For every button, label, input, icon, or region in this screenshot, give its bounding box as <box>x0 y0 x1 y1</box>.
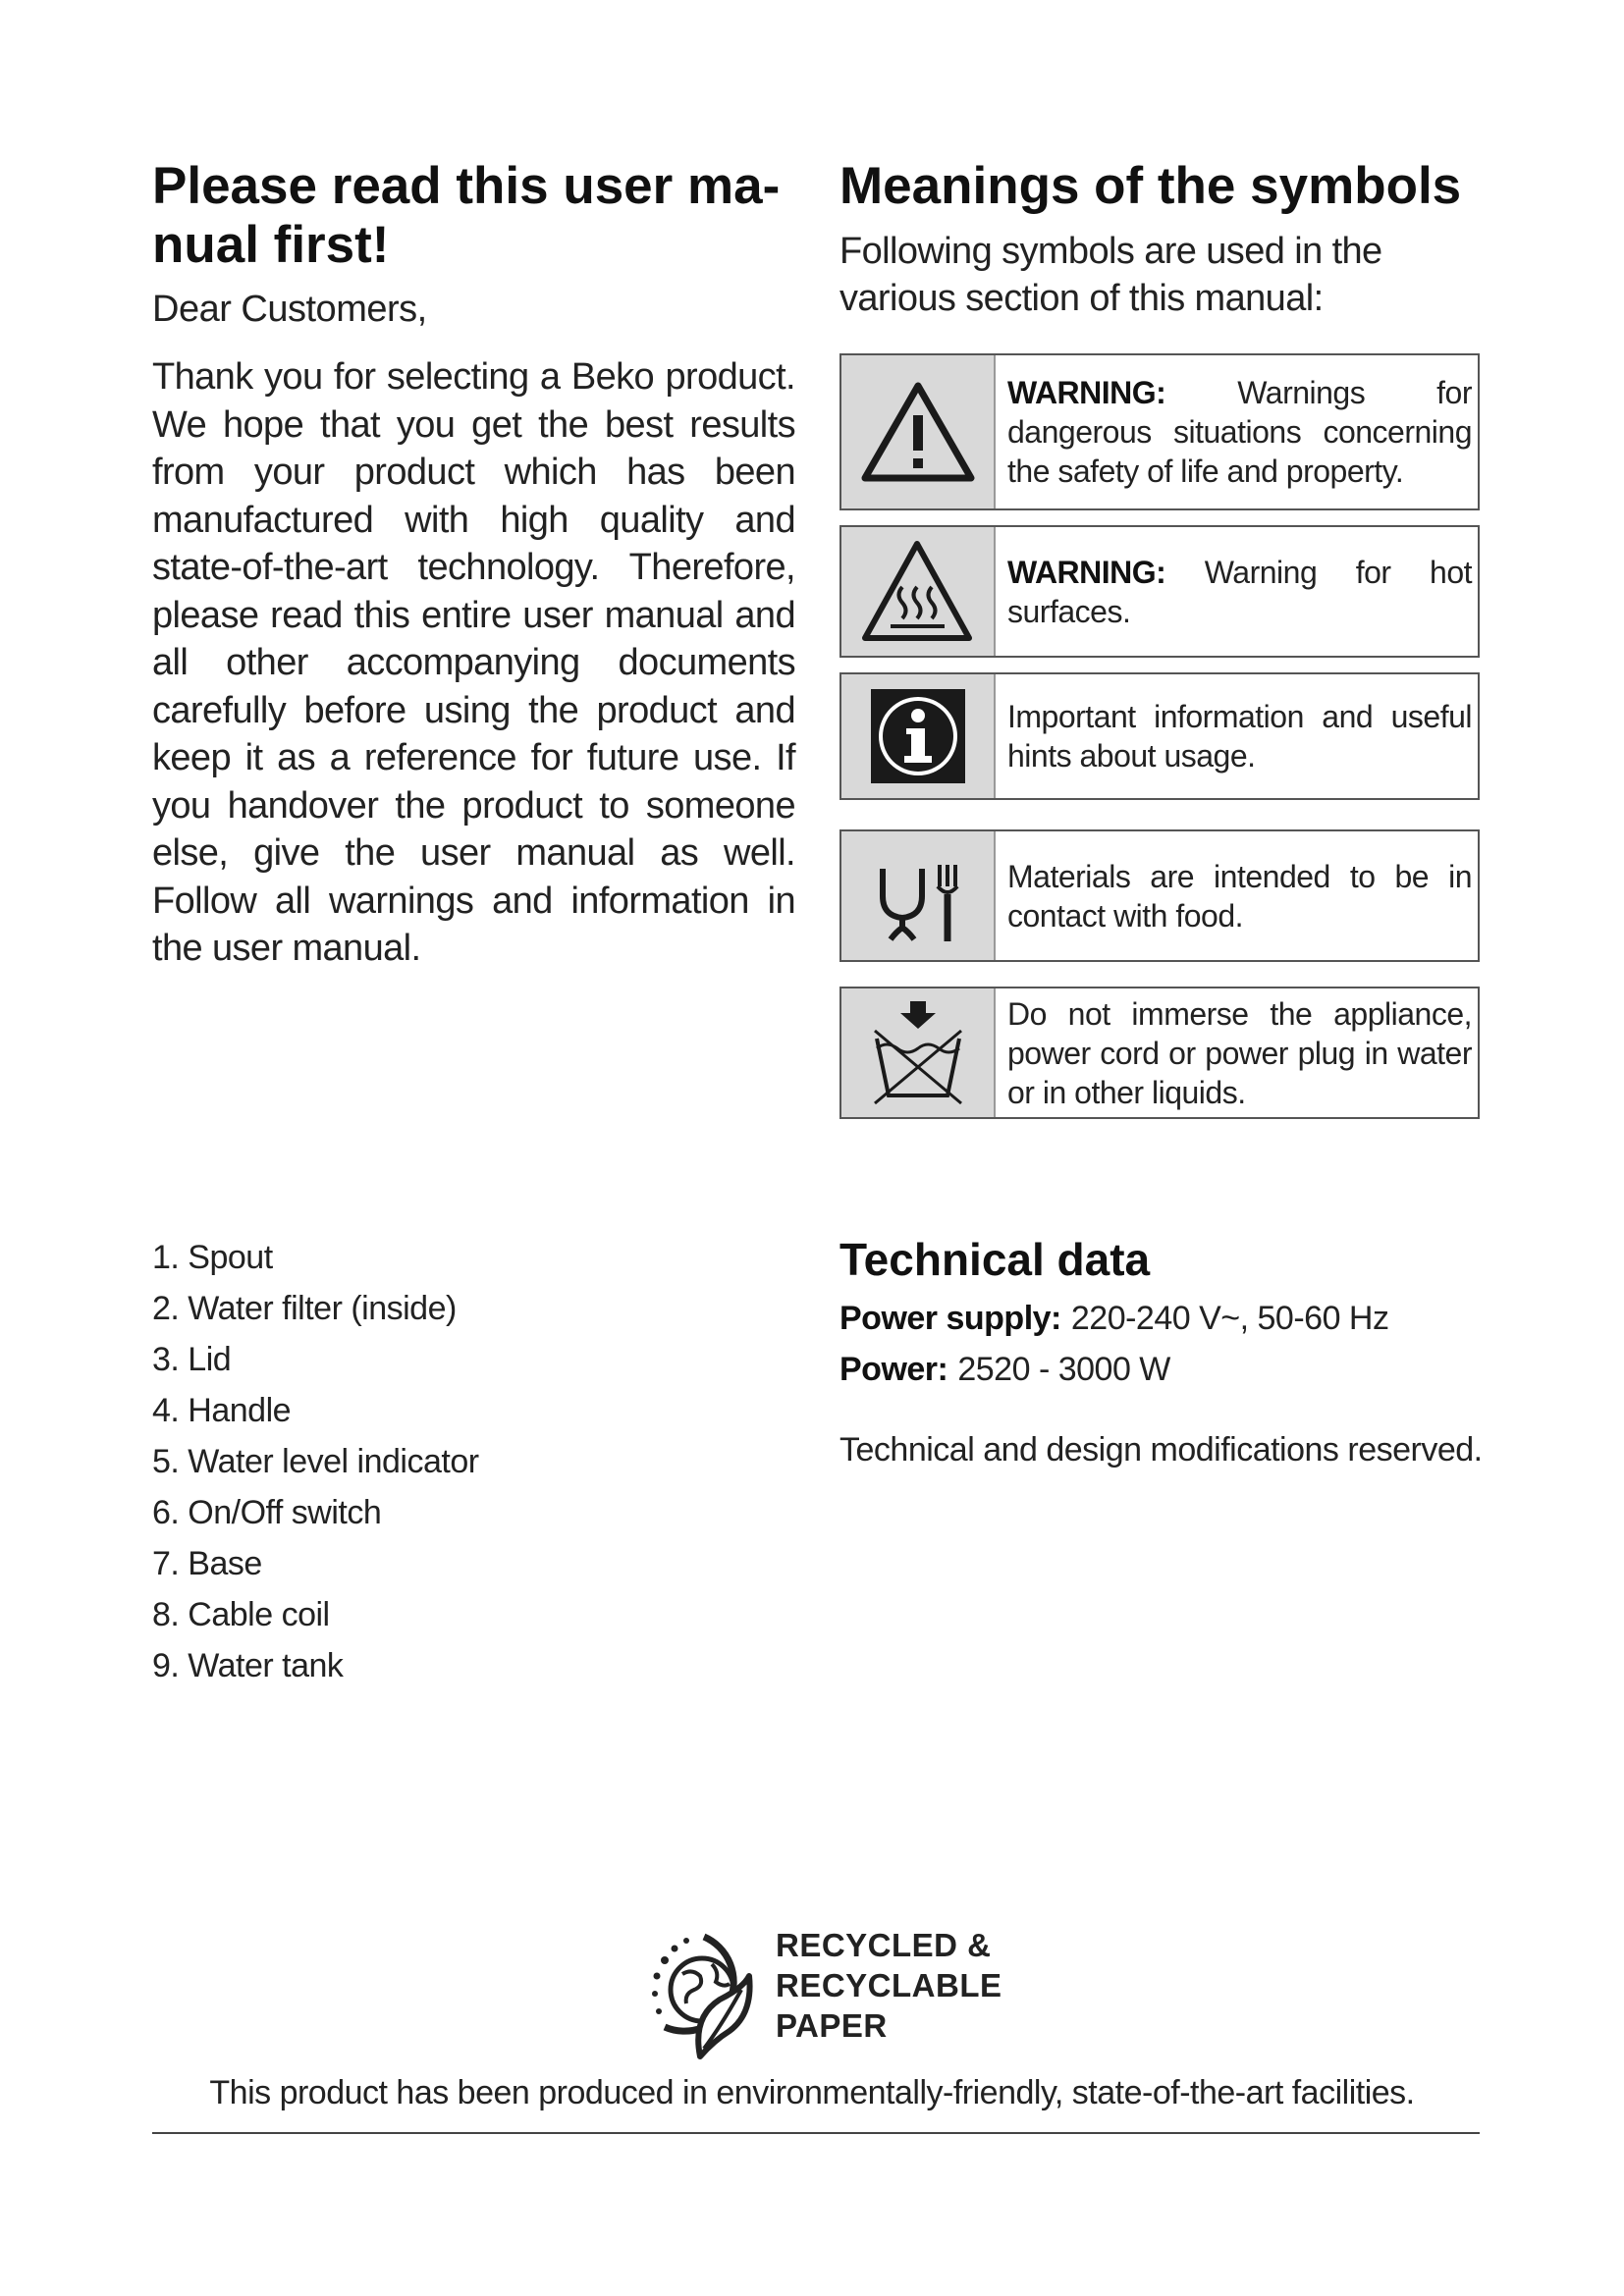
symbol-label: WARNING: <box>1007 554 1166 590</box>
technical-data-title: Technical data <box>839 1234 1151 1285</box>
symbols-title: Meanings of the symbols <box>839 157 1462 215</box>
symbol-row-hot-surface <box>839 525 1480 658</box>
symbol-description: Warnings for dangerous situations concerning the safety of life and property. <box>1007 375 1472 489</box>
intro-title <box>152 157 795 275</box>
logo-line: RECYCLABLE <box>776 1967 1002 2003</box>
symbol-row-warning <box>839 353 1480 510</box>
symbol-description: Do not immerse the appliance, power cord or power plug in water or in other liquids. <box>1007 995 1472 1110</box>
recycled-globe-leaf-icon <box>643 1919 771 2066</box>
symbol-row-information <box>839 672 1480 800</box>
power-supply-label: Power supply: <box>839 1300 1061 1337</box>
list-item: 5. Water level indicator <box>152 1443 479 1480</box>
list-item: 2. Water filter (inside) <box>152 1290 457 1327</box>
power-supply-value: 220-240 V~, 50-60 Hz <box>1070 1300 1389 1337</box>
recycled-paper-logo <box>643 1919 1036 2066</box>
power-spec <box>839 1344 1483 1395</box>
logo-text <box>776 1925 1002 2046</box>
footer-text: This product has been produced in environmentally-friendly, state-of-the-art facilities. <box>209 2074 1415 2111</box>
list-item: 1. Spout <box>152 1239 273 1276</box>
symbol-row-food-contact <box>839 829 1480 962</box>
footer-divider <box>152 2132 1480 2134</box>
intro-section <box>152 157 795 973</box>
logo-line: PAPER <box>776 2007 888 2044</box>
list-item: 9. Water tank <box>152 1647 344 1684</box>
symbol-text-warning <box>996 355 1478 508</box>
symbol-text-do-not-immerse <box>996 988 1478 1117</box>
information-icon <box>841 674 996 798</box>
power-label: Power: <box>839 1351 948 1388</box>
list-item: 4. Handle <box>152 1392 292 1429</box>
intro-title-line1: Please read this user ma- <box>152 157 781 215</box>
do-not-immerse-icon <box>841 988 996 1117</box>
list-item: 8. Cable coil <box>152 1596 330 1633</box>
intro-title-line2: nual first! <box>152 216 390 274</box>
power-supply-spec <box>839 1293 1483 1344</box>
symbol-text-food-contact <box>996 831 1478 960</box>
technical-note: Technical and design modifications reserved. <box>839 1431 1483 1468</box>
hot-surface-icon <box>841 527 996 656</box>
symbols-section <box>839 157 1483 322</box>
greeting: Dear Customers, <box>152 289 427 330</box>
list-item: 6. On/Off switch <box>152 1494 382 1531</box>
power-value: 2520 - 3000 W <box>957 1351 1170 1388</box>
technical-data-section <box>839 1232 1483 1475</box>
symbol-description: Important information and useful hints about usage. <box>1007 699 1472 774</box>
symbol-text-hot-surface <box>996 527 1478 656</box>
intro-body: Thank you for selecting a Beko product. We hope that you get the best results from your product which has been manufactured with high quality and state-of-the-art technology. Therefore, please read this entire user manual and all other accompanying documents carefully before using the product and keep it as a reference for future use. If you handover the product to someone else, give the user manual as well. Follow all warnings and information in the user manual. <box>152 356 795 969</box>
list-item: 3. Lid <box>152 1341 232 1378</box>
logo-line: RECYCLED & <box>776 1927 992 1963</box>
symbols-intro: Following symbols are used in the various section of this manual: <box>839 231 1382 319</box>
symbol-text-information <box>996 674 1478 798</box>
parts-list <box>152 1232 479 1691</box>
symbol-label: WARNING: <box>1007 375 1166 410</box>
symbol-description: Warning for hot surfaces. <box>1007 554 1473 629</box>
food-contact-icon <box>841 831 996 960</box>
symbol-description: Materials are intended to be in contact with food. <box>1007 858 1472 934</box>
symbol-row-do-not-immerse <box>839 987 1480 1119</box>
warning-triangle-icon <box>841 355 996 508</box>
list-item: 7. Base <box>152 1545 262 1582</box>
